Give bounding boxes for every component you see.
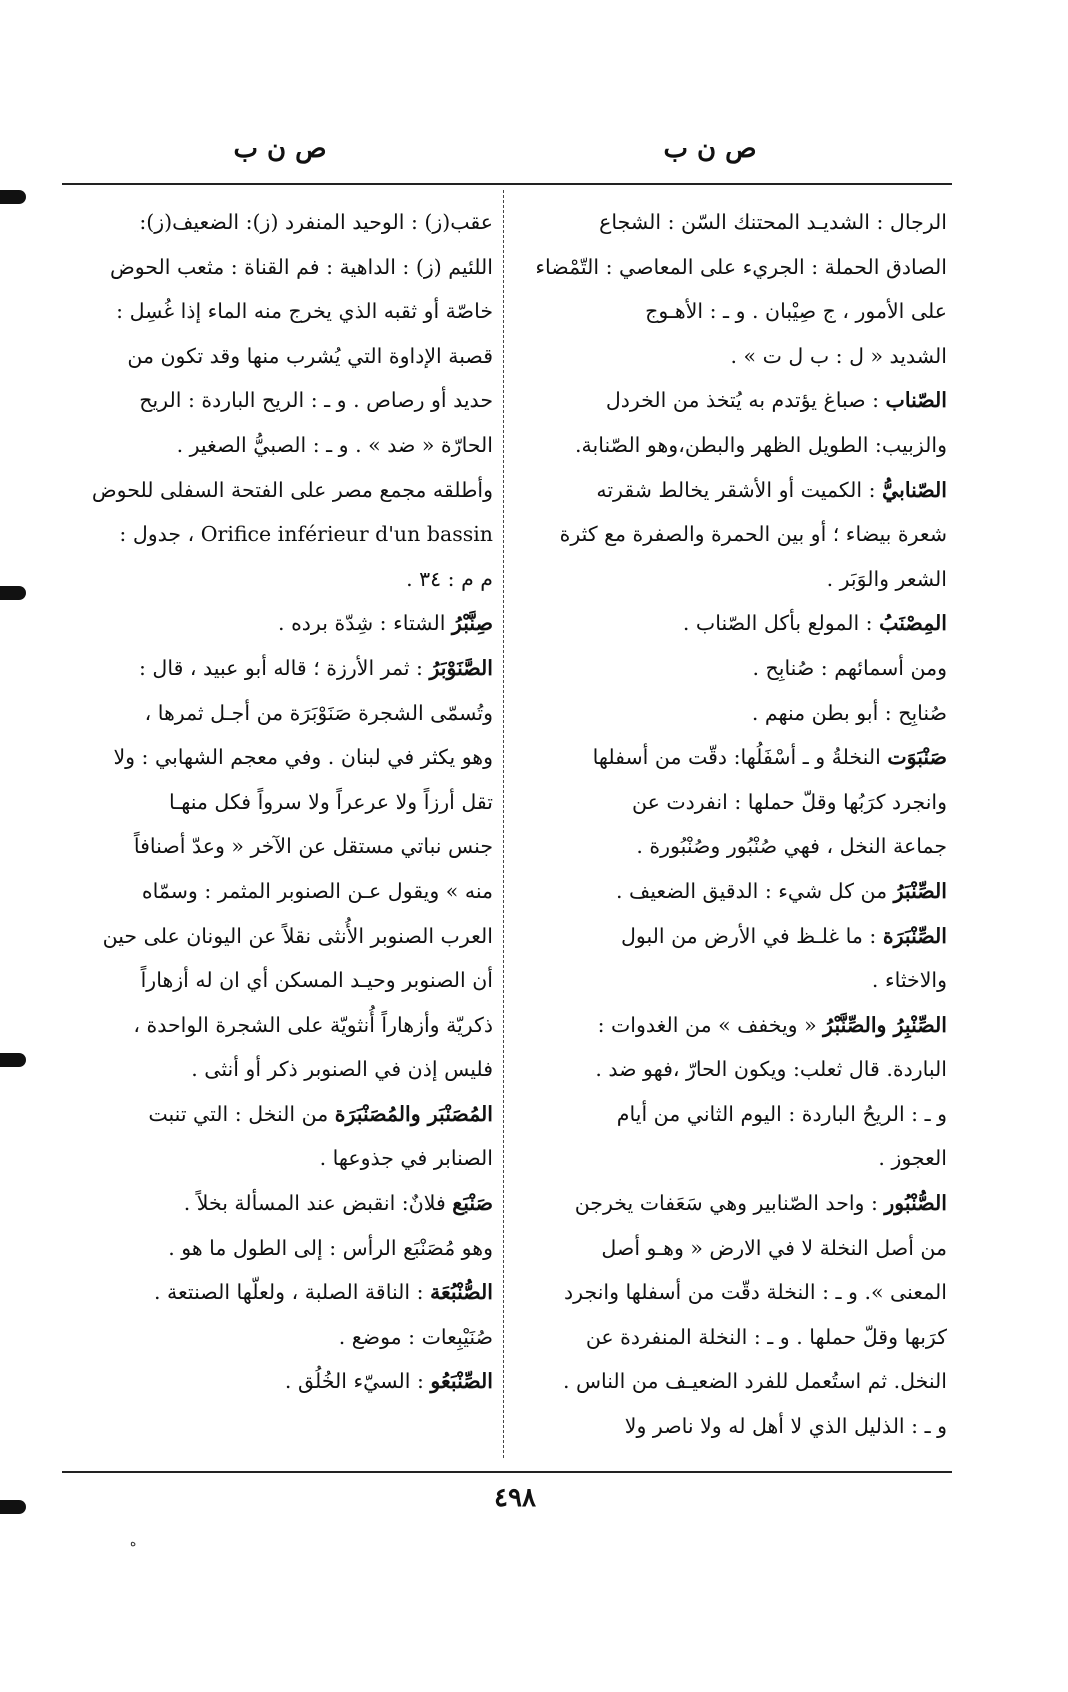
edge-ink-mark: [0, 586, 26, 600]
definition-text: فلانٌ: انقبض عند المسألة بخلاً .: [183, 1191, 453, 1216]
text-line: [512, 691, 947, 736]
headword: الصِّنْبَرَة: [882, 923, 947, 948]
text-line: [58, 601, 493, 646]
definition-text: من أصل النخلة لا في الارض « وهـو أصل: [601, 1235, 947, 1260]
definition-text: الحارّة « ضد » . و ـ : الصبيُّ الصغير .: [176, 432, 493, 457]
definition-text: : الناقة الصلبة ، ولعلّها الصنتعة .: [154, 1280, 431, 1305]
text-line: [512, 1181, 947, 1226]
text-line: [58, 200, 493, 245]
headword: المُصَنْبَر والمُصَنْبَرَة: [334, 1101, 493, 1126]
headword: الصِّنْبَرُ: [893, 878, 947, 903]
definition-text: الشديد « ل : ب ل ت » .: [730, 343, 947, 368]
definition-text: « ويخفف » من الغدوات :: [597, 1012, 824, 1037]
edge-ink-mark: [0, 190, 26, 204]
definition-text: جنس نباتي مستقل عن الآخر « وعدّ أصنافاً: [133, 834, 493, 859]
text-line: [58, 1359, 493, 1404]
definition-text: عقب(ز) : الوحيد المنفرد (ز): الضعيف(ز):: [139, 210, 493, 234]
definition-text: والزبيب: الطويل الظهر والبطن،وهو الصّنابة.: [575, 432, 947, 457]
column-divider: [503, 190, 504, 1458]
text-line: [58, 289, 493, 334]
definition-text: النخل. ثم استُعمل للفرد الضعيـف من الناس .: [562, 1369, 947, 1394]
text-line: [512, 1315, 947, 1360]
text-line: [512, 557, 947, 602]
definition-text: وهو مُصَنْبَع الرأس : إلى الطول ما هو .: [168, 1235, 493, 1260]
definition-text: و ـ : الذليل الذي لا أهل له ولا ناصر ولا: [624, 1414, 947, 1439]
headword: الصِّنْبَعُو: [430, 1369, 493, 1394]
text-line: [512, 378, 947, 423]
definition-text: الصنابر في جذوعها .: [319, 1146, 493, 1171]
text-line: [58, 780, 493, 825]
bottom-rule: [62, 1471, 952, 1473]
text-line: [512, 468, 947, 513]
right-column: [512, 200, 947, 1462]
definition-text: م م : ٣٤ .: [406, 566, 493, 591]
text-line: [58, 334, 493, 379]
definition-text: شعرة بيضاء ؛ أو بين الحمرة والصفرة مع كثرة: [559, 522, 947, 547]
right-guide-word: ص ن ب: [663, 134, 757, 164]
definition-text: العجوز .: [878, 1146, 947, 1171]
text-line: [58, 245, 493, 290]
definition-text: منه » ويقول عـن الصنوبر المثمر : وسمّاه: [141, 878, 493, 903]
text-line: [512, 200, 947, 245]
text-line: [58, 1136, 493, 1181]
text-line: [58, 423, 493, 468]
text-line: [512, 1226, 947, 1271]
definition-text: وانجرد كرَبُها وقلّ حملها : انفردت عن: [631, 789, 947, 814]
definition-text: الشتاء : شِدّة برده .: [278, 611, 452, 636]
ink-speck: ه: [130, 1535, 137, 1549]
text-line: [58, 735, 493, 780]
text-line: [512, 824, 947, 869]
text-line: [512, 1047, 947, 1092]
definition-text: من كل شيء : الدقيق الضعيف .: [615, 878, 894, 903]
definition-text: و ـ : الريحُ الباردة : اليوم الثاني من أيام: [616, 1101, 947, 1126]
definition-text: النخلةُ و ـ أسْفَلُها: دقّت من أسفلها: [592, 745, 888, 770]
definition-text: : ثمر الأرزة ؛ قاله أبو عبيد ، قال :: [139, 655, 430, 680]
text-line: [512, 869, 947, 914]
text-line: [58, 1047, 493, 1092]
definition-text: كرَبها وقلّ حملها . و ـ : النخلة المنفردة عن: [585, 1324, 947, 1349]
definition-text: والاخثاء .: [871, 968, 947, 993]
definition-text: على الأمور ، ج صِيْبان . و ـ : الأهـوج: [645, 299, 947, 324]
definition-text: حديد أو رصاص . و ـ : الريح الباردة : الريح: [139, 388, 493, 413]
headword: الصُّنْبُور: [884, 1191, 947, 1216]
text-line: [58, 557, 493, 602]
definition-text: اللئيم (ز) : الداهية : فم القناة : مثعب الحوض: [109, 254, 493, 279]
text-line: [58, 468, 493, 513]
text-line: [512, 245, 947, 290]
headword: الصِّنْبِرُ والصِّنَّبْرُ: [823, 1012, 947, 1037]
text-line: [512, 1404, 947, 1449]
definition-text: Orifice inférieur d'un bassin ، جدول :: [119, 522, 493, 547]
definition-text: المعنى ». و ـ : النخلة دقّت من أسفلها وانجرد: [564, 1280, 947, 1305]
text-line: [512, 334, 947, 379]
text-line: [58, 1092, 493, 1137]
definition-text: : المولع بأكل الصّناب .: [682, 611, 880, 636]
definition-text: ذكريّة وأزهاراً أُنثويّة على الشجرة الواحدة ،: [133, 1012, 493, 1037]
definition-text: جماعة النخل ، فهي صُنْبُور وصُنْبُورة .: [636, 834, 947, 859]
text-line: [58, 691, 493, 736]
definition-text: تقل أرزاً ولا عرعراً ولا سرواً فكل منهـا: [169, 789, 493, 814]
text-line: [58, 378, 493, 423]
left-column: [58, 200, 493, 1462]
definition-text: : ما غلـظ في الأرض من البول: [620, 923, 883, 948]
text-line: [58, 1226, 493, 1271]
headword: صَنْبَوَت: [887, 745, 947, 770]
definition-text: : صباغ يؤتدم به يُتخذ من الخردل: [605, 388, 886, 413]
definition-text: صُنَيْبِعات : موضع .: [338, 1324, 493, 1349]
definition-text: ومن أسمائهم : صُنابِح .: [752, 655, 947, 680]
text-line: [512, 646, 947, 691]
text-line: [58, 869, 493, 914]
top-rule: [62, 183, 952, 185]
definition-text: صُنابِح : أبو بطن منهم .: [751, 700, 947, 725]
text-line: [512, 601, 947, 646]
text-line: [512, 1136, 947, 1181]
headword: الصّنابيُّ: [882, 477, 947, 502]
text-line: [512, 1003, 947, 1048]
text-line: [512, 914, 947, 959]
page-number: ٤٩٨: [494, 1483, 536, 1513]
definition-text: الباردة. قال ثعلب: ويكون الحارّ ،فهو ضد .: [595, 1057, 947, 1082]
definition-text: أن الصنوبر وحيـد المسكن أي ان له أزهاراً: [140, 968, 493, 993]
definition-text: الصادق الحملة : الجريء على المعاصي : التّمْضاء: [535, 254, 947, 279]
definition-text: : واحد الصّنابير وهي سَعَفات يخرجن: [574, 1191, 885, 1216]
headword: الصّناب: [885, 388, 947, 413]
headword: صَنْبَع: [452, 1191, 493, 1216]
definition-text: : السيّء الخُلُق .: [284, 1369, 431, 1394]
definition-text: الرجال : الشديـد المحتنك السّن : الشجاع: [599, 210, 947, 234]
text-line: [512, 512, 947, 557]
definition-text: قصبة الإداوة التي يُشرب منها وقد تكون من: [127, 343, 493, 368]
text-line: [58, 824, 493, 869]
text-line: [58, 1181, 493, 1226]
definition-text: وهو يكثر في لبنان . وفي معجم الشهابي : ولا: [113, 745, 493, 770]
text-line: [512, 958, 947, 1003]
headword: المِصْنَبُ: [879, 611, 947, 636]
headword: صِنَّبْرُ: [451, 611, 493, 636]
definition-text: فليس إذن في الصنوبر ذكر أو أنثى .: [191, 1057, 493, 1082]
definition-text: الشعر والوَبَر .: [826, 566, 947, 591]
definition-text: العرب الصنوبر الأُنثى نقلاً عن اليونان على حين: [102, 923, 493, 948]
definition-text: وأطلقه مجمع مصر على الفتحة السفلى للحوض: [91, 477, 493, 502]
headword: الصَّنَوْبَرُ: [429, 655, 493, 680]
text-line: [58, 1315, 493, 1360]
edge-ink-mark: [0, 1053, 26, 1067]
definition-text: : الكميت أو الأشقر يخالط شقرته: [596, 477, 883, 502]
definition-text: وتُسمّى الشجرة صَنَوْبَرَة من أجـل ثمرها ،: [144, 700, 493, 725]
text-line: [512, 289, 947, 334]
text-line: [58, 512, 493, 557]
text-line: [58, 914, 493, 959]
text-line: [512, 1270, 947, 1315]
text-line: [58, 1003, 493, 1048]
text-line: [512, 735, 947, 780]
left-guide-word: ص ن ب: [233, 134, 327, 164]
text-line: [58, 958, 493, 1003]
definition-text: خاصّة أو ثقبه الذي يخرج منه الماء إذا غُسِل :: [116, 299, 493, 324]
text-line: [512, 780, 947, 825]
definition-text: من النخل : التي تنبت: [148, 1101, 335, 1126]
text-line: [512, 423, 947, 468]
text-line: [58, 1270, 493, 1315]
text-line: [512, 1359, 947, 1404]
edge-ink-mark: [0, 1500, 26, 1514]
text-line: [512, 1092, 947, 1137]
text-line: [58, 646, 493, 691]
headword: الصُّنْبُعَة: [430, 1280, 493, 1305]
